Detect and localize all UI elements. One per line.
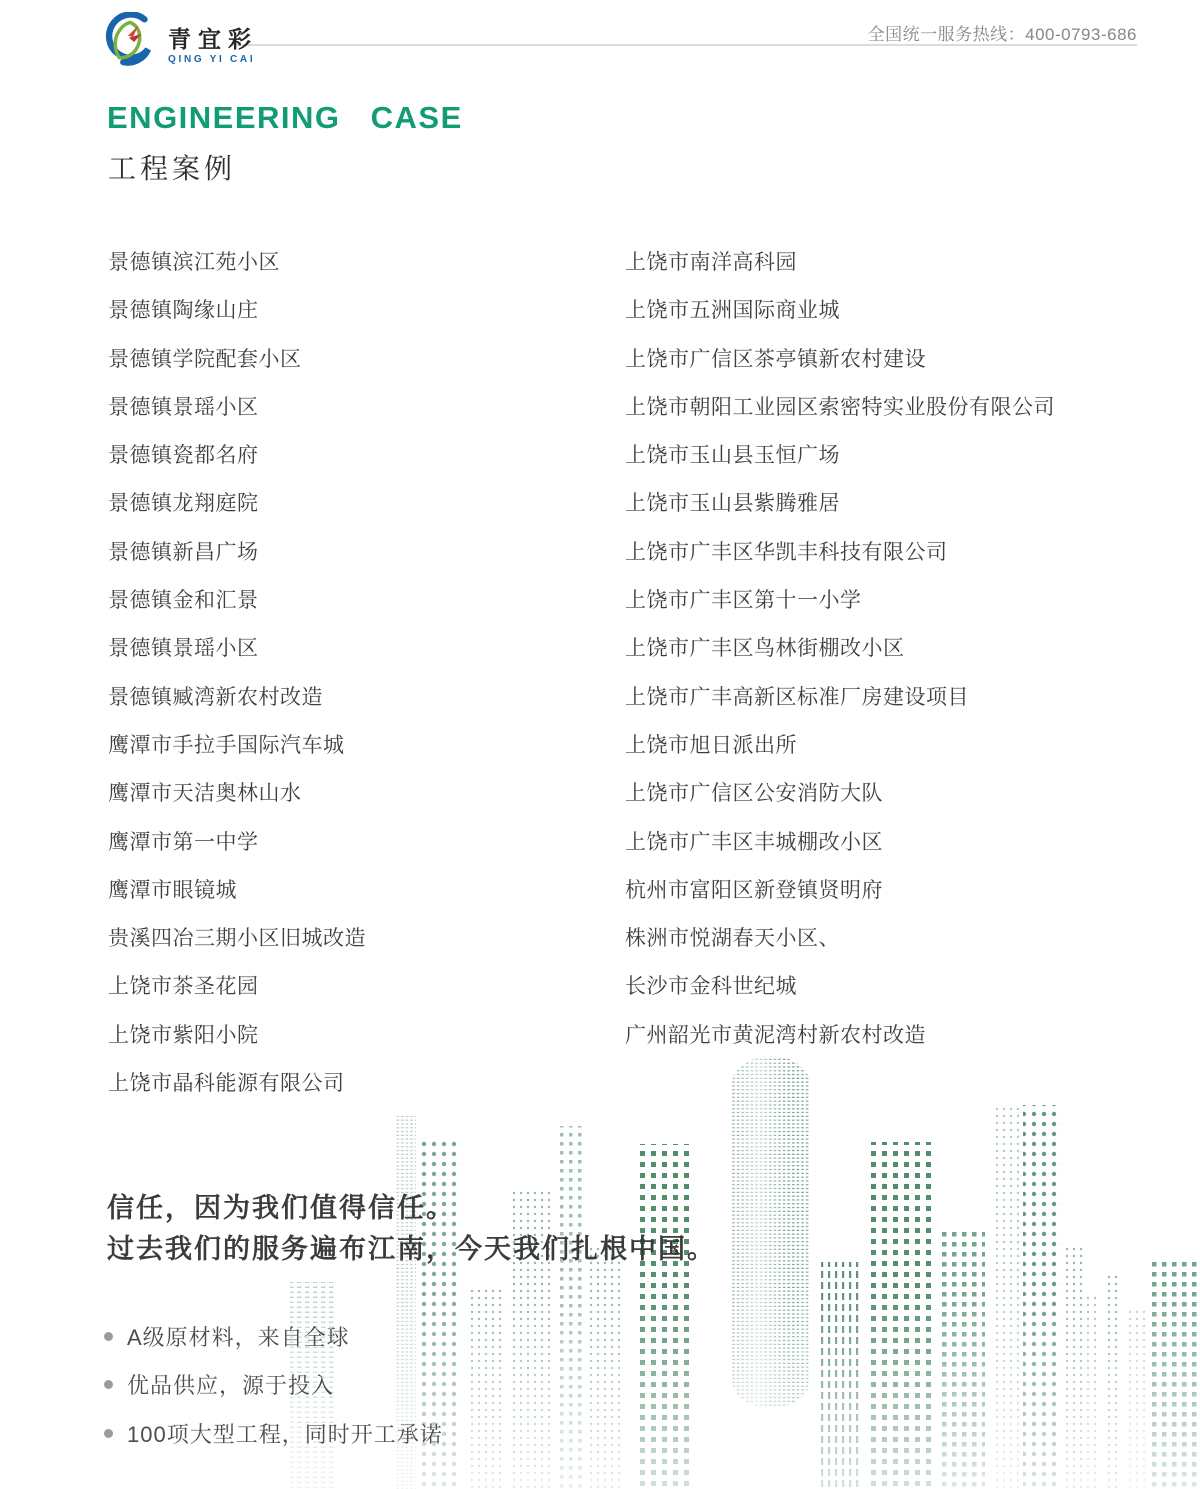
project-item: 景德镇瓷都名府 [108, 444, 259, 468]
project-item: 上饶市广丰区鸟林街棚改小区 [625, 637, 905, 661]
project-item: 景德镇学院配套小区 [108, 347, 302, 371]
project-item: 鹰潭市天洁奥林山水 [108, 782, 302, 806]
project-item: 上饶市广信区公安消防大队 [625, 782, 883, 806]
logo-name-cn: 青宜彩 [168, 26, 258, 53]
project-item: 上饶市旭日派出所 [625, 733, 797, 757]
feature-item [104, 1409, 443, 1458]
project-item: 贵溪四冶三期小区旧城改造 [108, 927, 366, 951]
project-item: 上饶市广丰高新区标准厂房建设项目 [625, 685, 969, 709]
project-item: 景德镇滨江苑小区 [108, 251, 280, 274]
feature-label: 优品供应，源于投入 [127, 1373, 335, 1399]
project-item: 上饶市紫阳小院 [108, 1023, 259, 1047]
project-item: 广州韶光市黄泥湾村新农村改造 [625, 1023, 926, 1047]
project-item: 景德镇景瑶小区 [108, 395, 259, 419]
feature-list [104, 1312, 443, 1458]
project-item: 上饶市玉山县玉恒广场 [625, 444, 840, 468]
project-item: 上饶市广丰区华凯丰科技有限公司 [625, 540, 948, 564]
company-logo [98, 12, 258, 70]
logo-mark-icon [98, 12, 162, 70]
hotline-text: 全国统一服务热线：400-0793-686 [867, 25, 1137, 44]
tagline [107, 1188, 716, 1270]
bullet-dot-icon [104, 1429, 113, 1438]
tagline-line-1: 信任，因为我们值得信任。 [107, 1193, 455, 1223]
feature-item [104, 1361, 443, 1410]
page-title-cn: 工程案例 [108, 153, 237, 184]
page-title-en: ENGINEERING CASE [107, 100, 463, 135]
project-item: 鹰潭市手拉手国际汽车城 [108, 733, 345, 757]
project-item: 上饶市晶科能源有限公司 [108, 1072, 345, 1096]
project-list-left [108, 239, 366, 1108]
project-item: 上饶市广信区茶亭镇新农村建设 [625, 347, 926, 371]
feature-item [104, 1312, 443, 1361]
project-item: 上饶市茶圣花园 [108, 975, 259, 999]
logo-name-en: QING YI CAI [168, 54, 256, 65]
project-item: 上饶市朝阳工业园区索密特实业股份有限公司 [625, 395, 1055, 419]
project-item: 鹰潭市眼镜城 [108, 878, 237, 902]
bullet-dot-icon [104, 1332, 113, 1341]
project-item: 景德镇金和汇景 [108, 589, 259, 613]
project-item: 上饶市玉山县紫腾雅居 [625, 492, 840, 516]
project-list-right [625, 239, 1055, 1060]
project-item: 景德镇景瑶小区 [108, 637, 259, 661]
tagline-line-2: 过去我们的服务遍布江南，今天我们扎根中国。 [107, 1234, 716, 1264]
project-item: 景德镇臧湾新农村改造 [108, 685, 323, 709]
project-item: 上饶市五洲国际商业城 [625, 299, 840, 323]
project-item: 株洲市悦湖春天小区、 [625, 927, 840, 951]
project-item: 上饶市南洋高科园 [625, 251, 797, 274]
project-item: 景德镇新昌广场 [108, 540, 259, 564]
project-item: 景德镇龙翔庭院 [108, 492, 259, 516]
bullet-dot-icon [104, 1380, 113, 1389]
project-item: 长沙市金科世纪城 [625, 975, 797, 999]
project-item: 景德镇陶缘山庄 [108, 299, 259, 323]
feature-label: A级原材料，来自全球 [127, 1324, 350, 1350]
feature-label: 100项大型工程，同时开工承诺 [127, 1421, 443, 1447]
project-item: 杭州市富阳区新登镇贤明府 [625, 878, 883, 902]
project-item: 鹰潭市第一中学 [108, 830, 259, 854]
project-item: 上饶市广丰区丰城棚改小区 [625, 830, 883, 854]
project-item: 上饶市广丰区第十一小学 [625, 589, 862, 613]
